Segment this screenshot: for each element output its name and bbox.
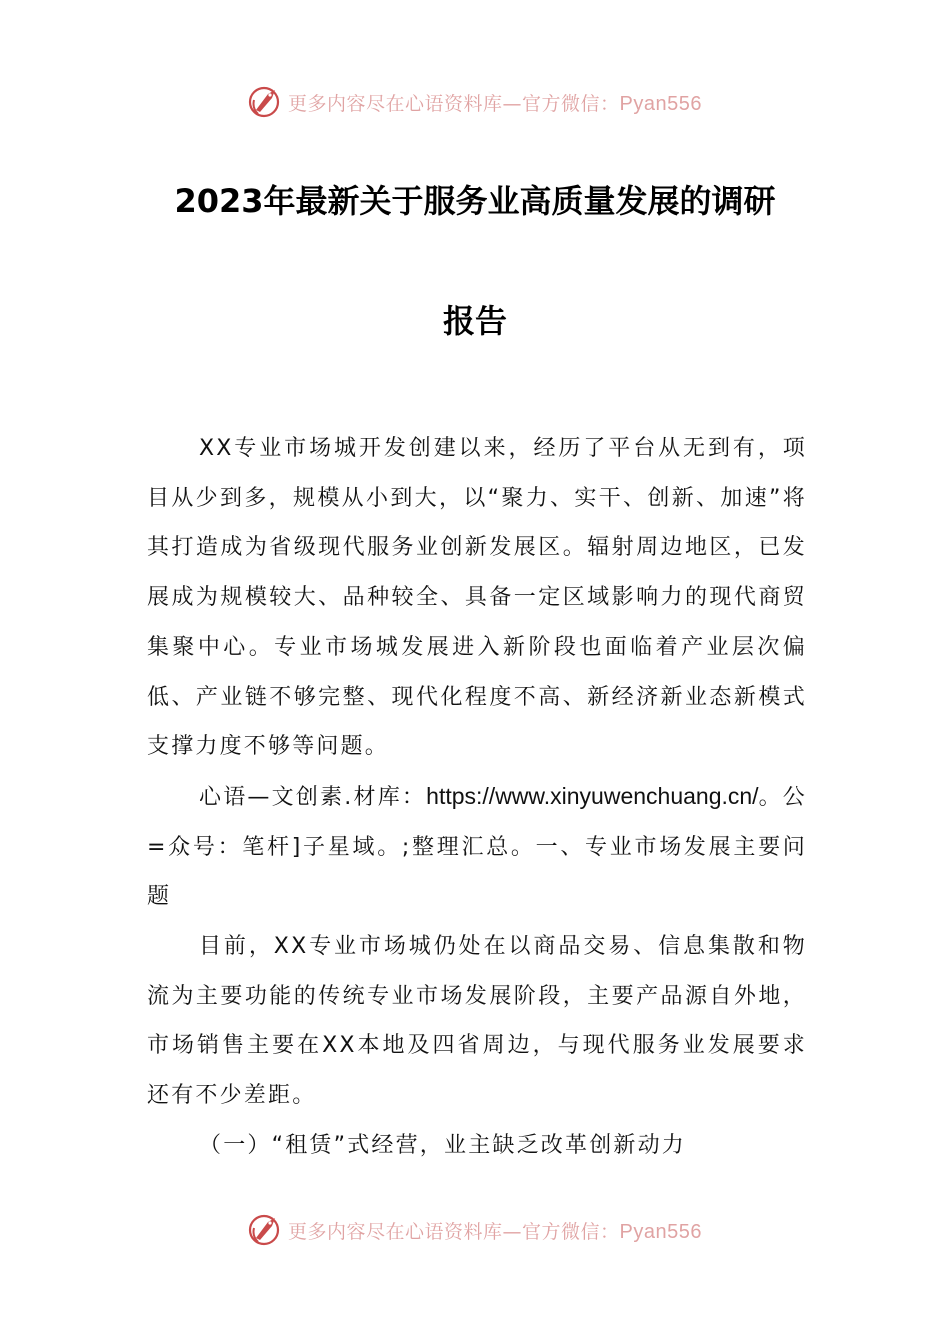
footer-wechat-id: Pyan556 — [619, 1220, 702, 1243]
footer-banner-text: 更多内容尽在心语资料库—官方微信：Pyan556 — [288, 1220, 702, 1243]
footer-watermark-banner — [0, 1210, 950, 1250]
pen-nib-logo-icon — [248, 1212, 284, 1248]
header-watermark-banner — [0, 82, 950, 122]
header-wechat-id: Pyan556 — [619, 92, 702, 115]
pen-nib-logo-icon — [248, 84, 284, 120]
document-body — [147, 424, 807, 1171]
section-heading-1: （一）“租赁”式经营，业主缺乏改革创新动力 — [199, 1132, 686, 1158]
source-note-suffix: 。公=众号：笔杆]子星域。;整理汇总。一、专业市场发展主要问题 — [147, 784, 807, 910]
paragraph-source-note — [147, 772, 807, 922]
source-url-link[interactable]: https://www.xinyuwenchuang.cn/ — [426, 782, 759, 809]
source-note-prefix: 心语—文创素.材库： — [199, 784, 427, 810]
document-title-line-1: 2023年最新关于服务业高质量发展的调研 — [174, 182, 776, 220]
paragraph-intro: XX专业市场城开发创建以来，经历了平台从无到有，项目从少到多，规模从小到大，以“聚力、实干、创新、加速”将其打造成为省级现代服务业创新发展区。辐射周边地区，已发展成为规模较大、品种较全、具备一定区域影响力的现代商贸集聚中心。专业市场城发展进入新阶段也面临着产业层次偏低、产业链不够完整、现代化程度不高、新经济新业态新模式支撑力度不够等问题。 — [147, 436, 807, 760]
document-title-line-2: 报告 — [442, 302, 507, 340]
paragraph-current-status: 目前，XX专业市场城仍处在以商品交易、信息集散和物流为主要功能的传统专业市场发展阶段，主要产品源自外地，市场销售主要在XX本地及四省周边，与现代服务业发展要求还有不少差距。 — [147, 934, 807, 1109]
header-banner-text: 更多内容尽在心语资料库—官方微信：Pyan556 — [288, 92, 702, 115]
